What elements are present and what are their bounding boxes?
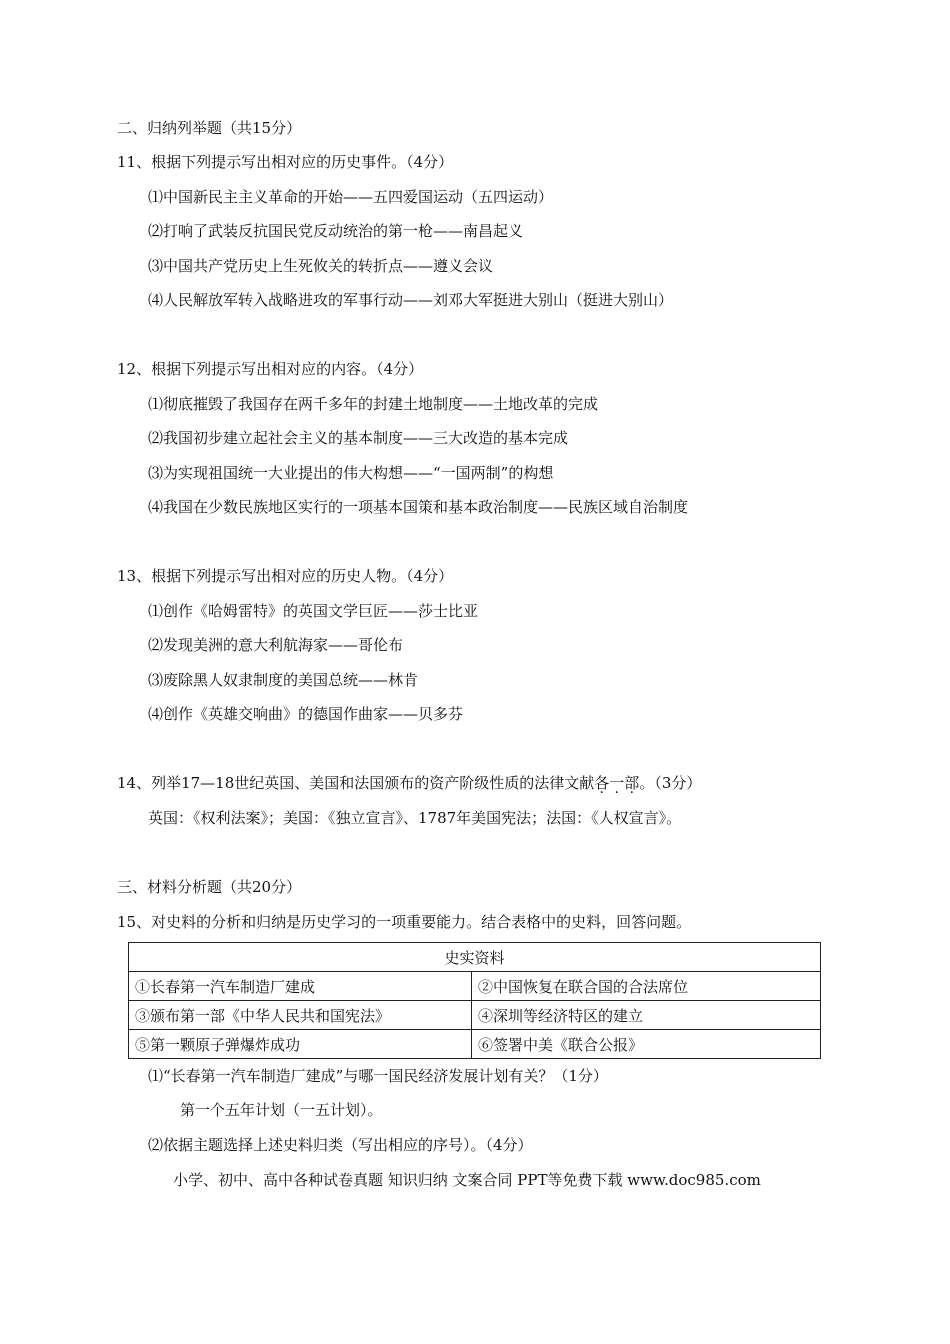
q11-stem: 11、根据下列提示写出相对应的历史事件。（4分） xyxy=(117,153,454,171)
q15-sub2-question: ⑵依据主题选择上述史料归类（写出相应的序号）。（4分） xyxy=(148,1136,533,1154)
table-header: 史实资料 xyxy=(129,943,821,972)
table-cell: ①长春第一汽车制造厂建成 xyxy=(129,972,472,1001)
q15-stem: 15、对史料的分析和归纳是历史学习的一项重要能力。结合表格中的史料，回答问题。 xyxy=(117,913,692,931)
q14-stem-score: 。（3分） xyxy=(639,774,702,792)
q11-item-1: ⑴中国新民主主义革命的开始——五四爱国运动（五四运动） xyxy=(148,188,554,206)
table-cell: ⑤第一颗原子弹爆炸成功 xyxy=(129,1030,472,1059)
section-2-title: 二、归纳列举题（共15分） xyxy=(117,119,302,137)
q14-emphasis-1: 各 xyxy=(594,774,610,792)
q13-item-3: ⑶废除黑人奴隶制度的美国总统——林肯 xyxy=(148,671,419,689)
q13-item-4: ⑷创作《英雄交响曲》的德国作曲家——贝多芬 xyxy=(148,705,464,723)
q11-item-4: ⑷人民解放军转入战略进攻的军事行动——刘邓大军挺进大别山（挺进大别山） xyxy=(148,291,674,309)
table-cell: ②中国恢复在联合国的合法席位 xyxy=(472,972,821,1001)
q12-item-2: ⑵我国初步建立起社会主义的基本制度——三大改造的基本完成 xyxy=(148,429,569,447)
table-row xyxy=(129,1001,821,1030)
q12-item-1: ⑴彻底摧毁了我国存在两千多年的封建土地制度——土地改革的完成 xyxy=(148,395,599,413)
q13-item-1: ⑴创作《哈姆雷特》的英国文学巨匠——莎士比亚 xyxy=(148,602,479,620)
q14-stem xyxy=(117,773,701,793)
historical-materials-table xyxy=(128,942,821,1059)
q14-emphasis-2: 一 xyxy=(609,774,625,792)
q13-stem: 13、根据下列提示写出相对应的历史人物。（4分） xyxy=(117,567,454,585)
footer-text: 小学、初中、高中各种试卷真题 知识归纳 文案合同 PPT等免费下载 www.doc985.com xyxy=(173,1171,761,1189)
q14-stem-text: 14、列举17—18世纪英国、美国和法国颁布的资产阶级性质的法律文献 xyxy=(117,774,595,792)
q15-sub1-answer: 第一个五年计划（一五计划）。 xyxy=(180,1101,383,1119)
q12-stem: 12、根据下列提示写出相对应的内容。（4分） xyxy=(117,360,424,378)
table-row xyxy=(129,1030,821,1059)
section-3-title: 三、材料分析题（共20分） xyxy=(117,878,302,896)
table-cell: ③颁布第一部《中华人民共和国宪法》 xyxy=(129,1001,472,1030)
q11-item-2: ⑵打响了武装反抗国民党反动统治的第一枪——南昌起义 xyxy=(148,222,524,240)
q13-item-2: ⑵发现美洲的意大利航海家——哥伦布 xyxy=(148,636,404,654)
q14-emphasis-3: 部 xyxy=(624,774,640,792)
q15-sub1-question: ⑴“长春第一汽车制造厂建成”与哪一国民经济发展计划有关？（1分） xyxy=(148,1067,608,1085)
table-header-row xyxy=(129,943,821,972)
table-row xyxy=(129,972,821,1001)
table-cell: ⑥签署中美《联合公报》 xyxy=(472,1030,821,1059)
table-cell: ④深圳等经济特区的建立 xyxy=(472,1001,821,1030)
q12-item-3: ⑶为实现祖国统一大业提出的伟大构想——“一国两制”的构想 xyxy=(148,464,554,482)
q14-answer: 英国：《权利法案》；美国：《独立宣言》、1787年美国宪法；法国：《人权宣言》。 xyxy=(148,809,682,827)
q11-item-3: ⑶中国共产党历史上生死攸关的转折点——遵义会议 xyxy=(148,257,494,275)
q12-item-4: ⑷我国在少数民族地区实行的一项基本国策和基本政治制度——民族区域自治制度 xyxy=(148,498,689,516)
